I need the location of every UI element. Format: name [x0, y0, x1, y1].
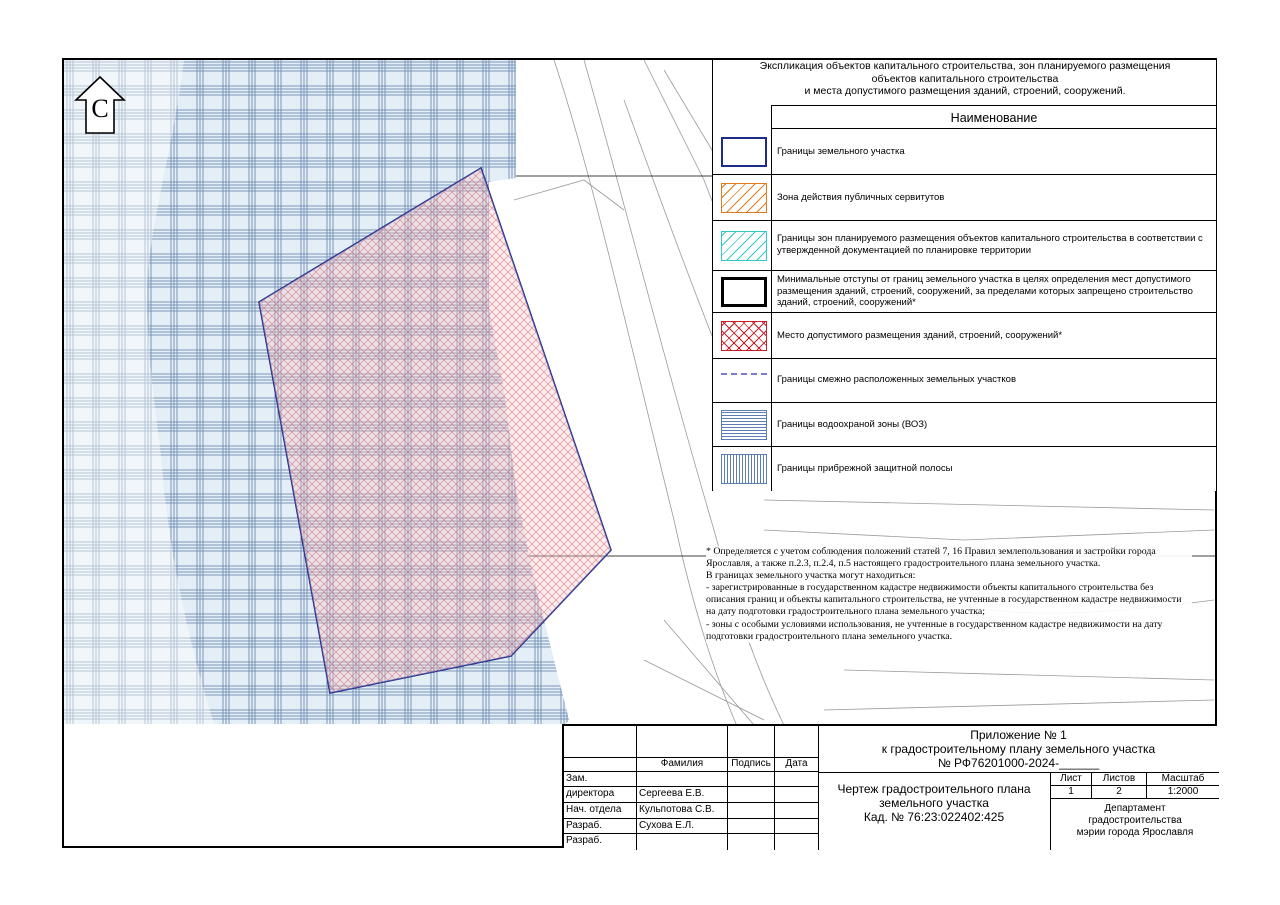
drawing-title-line: земельного участка — [879, 796, 989, 810]
legend-header: Наименование — [771, 105, 1217, 129]
legend-title-line: Экспликация объектов капитального строительства, зон планируемого размещения — [759, 60, 1171, 72]
north-letter: С — [91, 94, 109, 123]
legend-title-line: объектов капитального строительства — [871, 72, 1059, 85]
name-cell: Сергеева Е.В. — [639, 788, 705, 799]
drawing-title-line: Чертеж градостроительного плана — [837, 782, 1031, 796]
role-cell: Разраб. — [566, 820, 603, 831]
role-cell: Разраб. — [566, 835, 603, 846]
appendix-line: Приложение № 1 — [970, 728, 1067, 742]
legend-title — [713, 60, 1217, 98]
legend-label: Место допустимого размещения зданий, строений, сооружений* — [777, 330, 1063, 341]
footnote — [706, 546, 1192, 643]
legend-label: Границы земельного участка — [777, 146, 905, 157]
organization-name — [1051, 803, 1219, 839]
legend-label: Границы зон планируемого размещения объектов капитального строительства в соответствии с утвержденной документацией по планировке территории — [777, 233, 1203, 256]
organization-line: Департамент — [1104, 803, 1166, 814]
legend-label: Зона действия публичных сервитутов — [777, 192, 945, 203]
surname-header: Фамилия — [660, 758, 704, 769]
role-cell: Зам. — [566, 773, 588, 784]
legend-label: Минимальные отступы от границ земельного участка в целях определения мест допустимого размещения зданий, строений, сооружений, за пределами которых запрещено строительство зданий, строений, сооружений* — [777, 274, 1193, 308]
legend-label: Границы смежно расположенных земельных участков — [777, 374, 1016, 385]
appendix-heading — [818, 728, 1219, 770]
sheets-label: Листов — [1102, 773, 1136, 784]
name-cell: Сухова Е.Л. — [639, 820, 694, 831]
legend-row — [713, 129, 1217, 175]
date-header: Дата — [785, 758, 808, 769]
planned-placement-zone-icon — [721, 231, 767, 261]
water-protection-zone-icon — [721, 410, 767, 440]
scale-value: 1:2000 — [1167, 786, 1199, 797]
organization-line: градостроительства — [1088, 815, 1182, 826]
permitted-placement-icon — [721, 321, 767, 351]
land-plot-boundary-icon — [721, 137, 767, 167]
legend-row — [713, 175, 1217, 221]
sheet-label: Лист — [1060, 773, 1082, 784]
role-cell: Нач. отдела — [566, 804, 622, 815]
legend-label: Границы прибрежной защитной полосы — [777, 463, 953, 474]
legend-title-line: и места допустимого размещения зданий, строений, сооружений. — [804, 85, 1126, 97]
legend-row — [713, 221, 1217, 271]
drawing-title-line: Кад. № 76:23:022402:425 — [863, 810, 1005, 824]
legend-row — [713, 271, 1217, 313]
footnote-paragraph: * Определяется с учетом соблюдения положений статей 7, 16 Правил землепользования и застройки города Ярославля, а также п.2.3, п.2.4, п.5 настоящего градостроительного плана земельного участка. — [706, 546, 1156, 570]
scale-label: Масштаб — [1161, 773, 1205, 784]
minimum-setback-icon — [721, 277, 767, 307]
sheets-value: 2 — [1116, 786, 1122, 797]
footnote-paragraph: - зоны с особыми условиями использования, не учтенные в государственном кадастре недвижимости на дату подготовки градостроительного плана земельного участка. — [706, 618, 1163, 642]
signature-header: Подпись — [731, 758, 771, 769]
legend-row — [713, 447, 1217, 491]
adjacent-plots-boundary-icon — [721, 373, 767, 376]
sheet-value: 1 — [1068, 786, 1074, 797]
footnote-paragraph: В границах земельного участка могут находиться: — [706, 570, 916, 582]
footnote-paragraph: - зарегистрированные в государственном кадастре недвижимости объекты капитального строительства без описания границ и объекты капитального строительства, не учтенные в государственном кадастре недвижимости на дату подготовки градостроительного плана земельного участка; — [706, 582, 1182, 618]
title-block — [562, 724, 1217, 848]
appendix-line: № РФ76201000-2024-______ — [937, 756, 1100, 770]
name-cell: Кульпотова С.В. — [639, 804, 715, 815]
legend-row — [713, 403, 1217, 447]
public-easement-zone-icon — [721, 183, 767, 213]
coastal-protection-strip-icon — [721, 454, 767, 484]
organization-line: мэрии города Ярославля — [1076, 827, 1194, 838]
legend-row — [713, 359, 1217, 403]
legend-row — [713, 313, 1217, 359]
appendix-line: к градостроительному плану земельного участка — [881, 742, 1156, 756]
role-cell: директора — [566, 788, 615, 799]
legend-table — [712, 60, 1216, 491]
legend-label: Границы водоохраной зоны (ВОЗ) — [777, 419, 928, 430]
drawing-title — [818, 782, 1050, 824]
